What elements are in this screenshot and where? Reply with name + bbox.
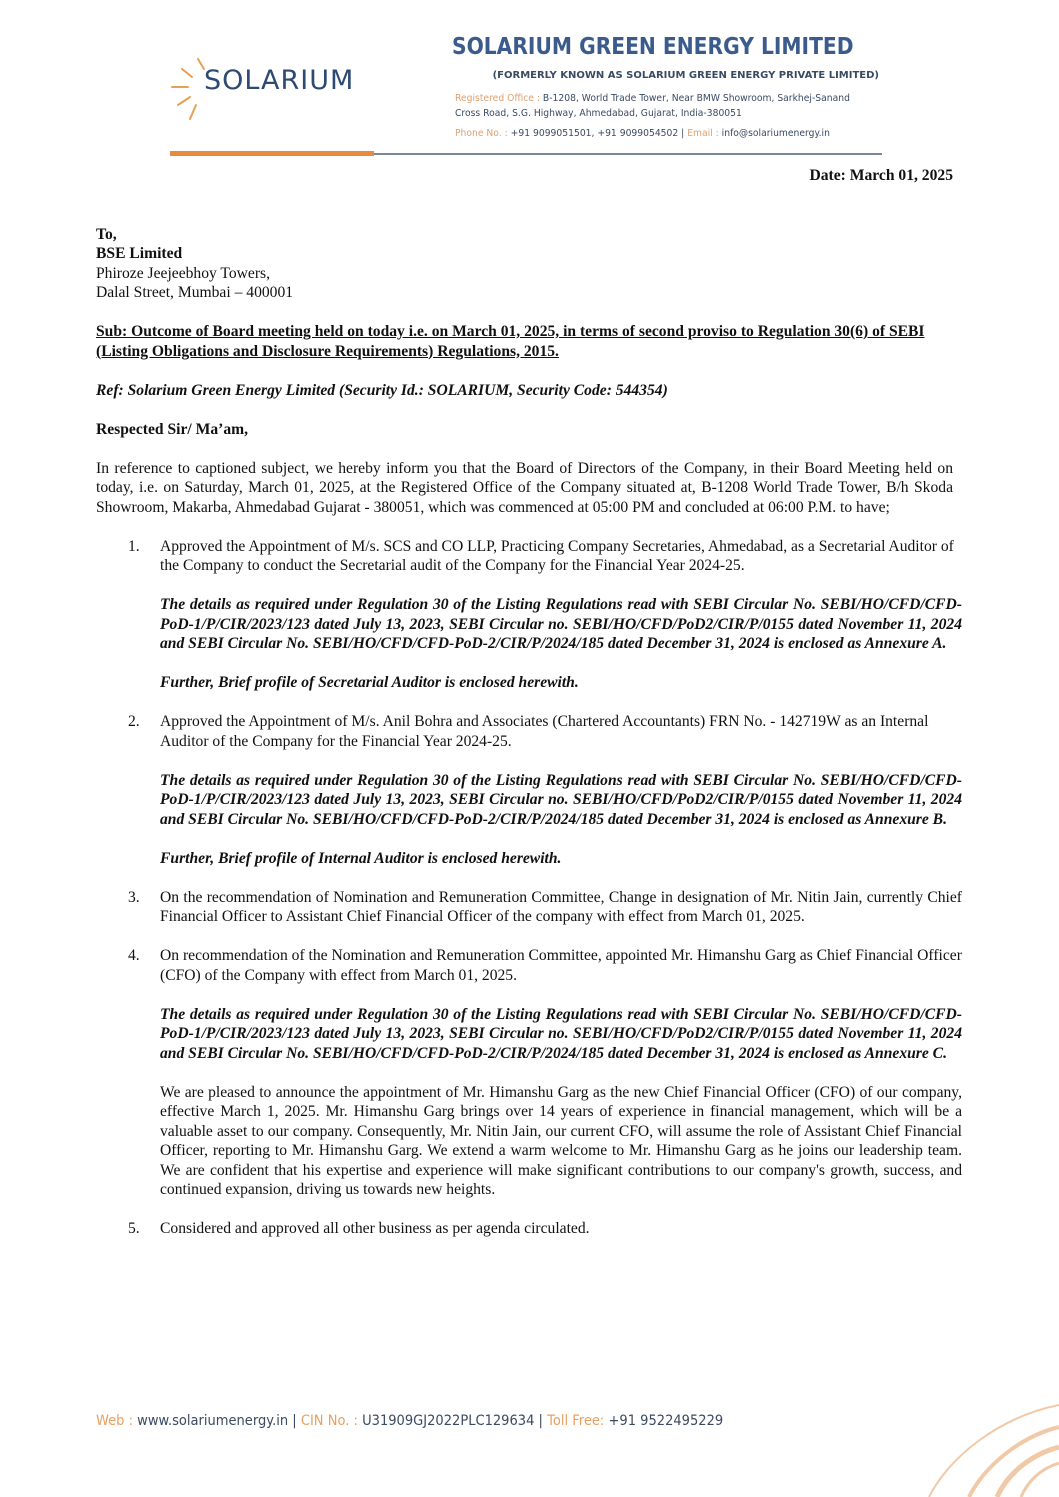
logo-text: SOLARIUM	[204, 65, 355, 96]
cin-number: U31909GJ2022PLC129634 |	[357, 1413, 548, 1429]
item-further: Further, Brief profile of Internal Auditor is enclosed herewith.	[160, 849, 562, 867]
website: www.solariumenergy.in |	[132, 1413, 301, 1429]
office-address: B-1208, World Trade Tower, Near BMW Showroom, Sarkhej-Sanand	[539, 93, 850, 104]
salutation: Respected Sir/ Ma’am,	[96, 420, 249, 438]
solarium-logo	[168, 55, 378, 125]
letterhead	[0, 0, 1059, 160]
header-rule-grey	[374, 153, 882, 155]
item-text: On the recommendation of Nomination and Remuneration Committee, Change in designation of Mr. Nitin Jain, currently Chief Financial Officer to Assistant Chief Financial Officer of the company with effect from March 01, 2025.	[160, 888, 962, 925]
email: info@solariumenergy.in	[718, 128, 830, 139]
letter-date: Date: March 01, 2025	[809, 167, 953, 184]
item-number: 1.	[128, 537, 140, 555]
item-number: 3.	[128, 888, 140, 906]
item-number: 2.	[128, 713, 140, 730]
addressee-name: BSE Limited	[96, 245, 183, 262]
company-former-name: (FORMERLY KNOWN AS SOLARIUM GREEN ENERGY PRIVATE LIMITED)	[492, 70, 879, 81]
web-label: Web :	[96, 1413, 133, 1429]
phone-label: Phone No. :	[455, 128, 508, 139]
email-label: Email :	[687, 128, 719, 139]
item-announcement: We are pleased to announce the appointment of Mr. Himanshu Garg as the new Chief Financial Officer (CFO) of our company, effective March 1, 2025. Mr. Himanshu Garg brings over 14 years of experience in financial management, which will be a valuable asset to our company. Consequently, Mr. Nitin Jain, our current CFO, will assume the role of Assistant Chief Financial Officer, reporting to Mr. Himanshu Garg. We extend a warm welcome to Mr. Himanshu Garg as he joins our leadership team. We are confident that his expertise and experience will make significant contributions to our company's growth, success, and continued expansion, driving us towards new heights.	[160, 1083, 962, 1198]
addressee	[96, 225, 953, 303]
reference: Ref: Solarium Green Energy Limited (Security Id.: SOLARIUM, Security Code: 544354)	[96, 381, 668, 399]
list-item	[96, 712, 962, 868]
addressee-line2: Dalal Street, Mumbai – 400001	[96, 284, 294, 301]
cin-label: CIN No. :	[300, 1413, 358, 1429]
item-details: The details as required under Regulation 30 of the Listing Regulations read with SEBI Circular No. SEBI/HO/CFD/CFD-PoD-1/P/CIR/2023/123 dated July 13, 2023, SEBI Circular no. SEBI/HO/CFD/PoD2/CIR/P/0155 dated November 11, 2024 and SEBI Circular No. SEBI/HO/CFD/CFD-PoD-2/CIR/P/2024/185 dated December 31, 2024 is enclosed as Annexure A.	[160, 596, 962, 652]
company-name: SOLARIUM GREEN ENERGY LIMITED	[452, 34, 854, 60]
item-text: Considered and approved all other business as per agenda circulated.	[160, 1220, 590, 1237]
item-text: Approved the Appointment of M/s. Anil Bohra and Associates (Chartered Accountants) FRN No. - 142719W as an Internal Auditor of the Company for the Financial Year 2024-25.	[160, 713, 929, 750]
footer	[96, 1412, 723, 1432]
subject: Sub: Outcome of Board meeting held on today i.e. on March 01, 2025, in terms of second proviso to Regulation 30(6) of SEBI (Listing Obligations and Disclosure Requirements) Regulations, 2015.	[96, 323, 925, 360]
item-number: 5.	[128, 1220, 140, 1237]
list-item	[96, 537, 962, 693]
header-rule-orange	[170, 151, 374, 156]
item-text: Approved the Appointment of M/s. SCS and CO LLP, Practicing Company Secretaries, Ahmedabad, as a Secretarial Auditor of the Company to conduct the Secretarial audit of the Company for the Financial Year 2024-25.	[160, 537, 954, 574]
resolutions-list	[96, 537, 962, 1239]
item-text: On recommendation of the Nomination and Remuneration Committee, appointed Mr. Himanshu Garg as Chief Financial Officer (CFO) of the Company with effect from March 01, 2025.	[160, 947, 962, 984]
item-further: Further, Brief profile of Secretarial Auditor is enclosed herewith.	[160, 674, 579, 691]
toll-free-number: +91 9522495229	[604, 1413, 724, 1429]
decorative-arcs-icon	[889, 1397, 1059, 1497]
list-item	[96, 1219, 962, 1239]
letter-body	[96, 166, 962, 1258]
list-item	[96, 946, 962, 1200]
item-details: The details as required under Regulation 30 of the Listing Regulations read with SEBI Circular No. SEBI/HO/CFD/CFD-PoD-1/P/CIR/2023/123 dated July 13, 2023, SEBI Circular no. SEBI/HO/CFD/PoD2/CIR/P/0155 dated November 11, 2024 and SEBI Circular No. SEBI/HO/CFD/CFD-PoD-2/CIR/P/2024/185 dated December 31, 2024 is enclosed as Annexure C.	[160, 1005, 962, 1062]
intro-paragraph: In reference to captioned subject, we hereby inform you that the Board of Directors of the Company, in their Board Meeting held on today, i.e. on Saturday, March 01, 2025, at the Registered Office of the Company situated at, B-1208 World Trade Tower, B/h Skoda Showroom, Makarba, Ahmedabad Gujarat - 380051, which was commenced at 05:00 PM and concluded at 06:00 P.M. to have;	[96, 459, 953, 516]
item-number: 4.	[128, 947, 140, 964]
item-details: The details as required under Regulation 30 of the Listing Regulations read with SEBI Circular No. SEBI/HO/CFD/CFD-PoD-1/P/CIR/2023/123 dated July 13, 2023, SEBI Circular no. SEBI/HO/CFD/PoD2/CIR/P/0155 dated November 11, 2024 and SEBI Circular No. SEBI/HO/CFD/CFD-PoD-2/CIR/P/2024/185 dated December 31, 2024 is enclosed as Annexure B.	[160, 771, 962, 828]
contact-line	[455, 124, 830, 144]
toll-free-label: Toll Free:	[547, 1413, 605, 1429]
addressee-to: To,	[96, 225, 117, 243]
office-label: Registered Office :	[455, 93, 540, 104]
phone: +91 9099051501, +91 9099054502 |	[507, 128, 688, 139]
addressee-line1: Phiroze Jeejeebhoy Towers,	[96, 264, 270, 282]
registered-office-line2: Cross Road, S.G. Highway, Ahmedabad, Gujarat, India-380051	[455, 108, 742, 119]
list-item	[96, 888, 962, 927]
